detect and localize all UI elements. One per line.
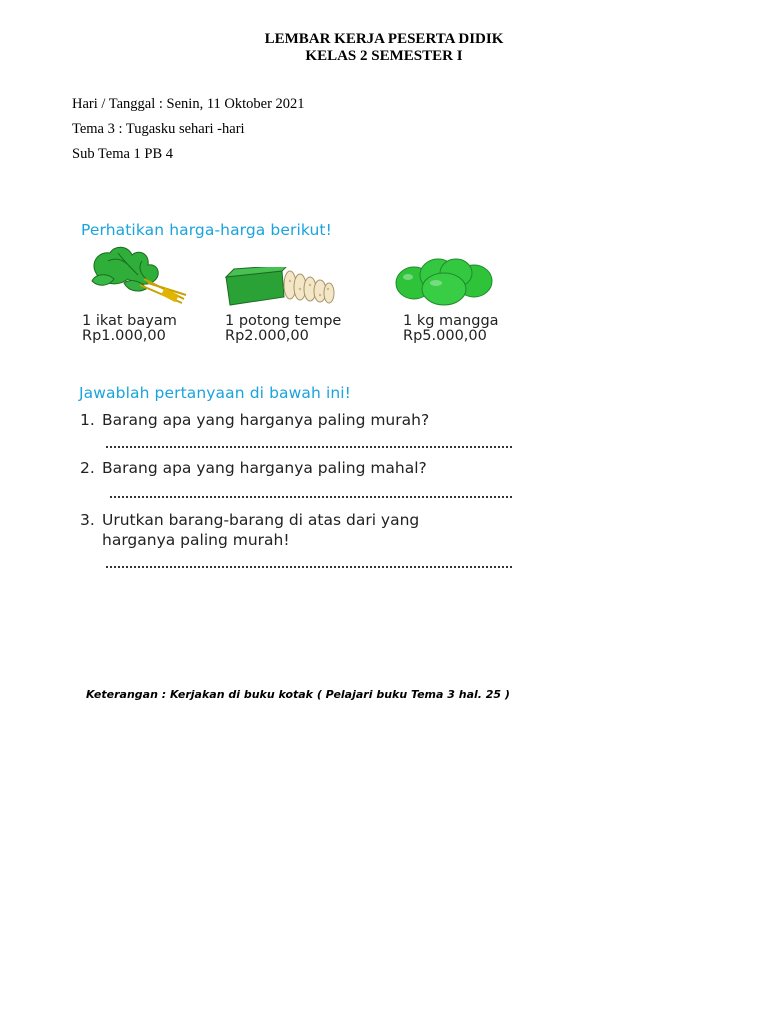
question-number: 3. (80, 511, 95, 529)
item-price-spinach: Rp1.000,00 (82, 328, 166, 344)
answer-line-1[interactable] (106, 446, 512, 448)
question-text: Barang apa yang harganya paling mahal? (102, 459, 427, 477)
item-price-tempeh: Rp2.000,00 (225, 328, 309, 344)
theme-line: Tema 3 : Tugasku sehari -hari (72, 121, 245, 137)
question-1 (80, 410, 429, 430)
item-name-tempeh: 1 potong tempe (225, 313, 342, 329)
worksheet-title-line2: KELAS 2 SEMESTER I (305, 48, 463, 64)
question-3 (80, 510, 419, 550)
instruction-note: Keterangan : Kerjakan di buku kotak ( Pelajari buku Tema 3 hal. 25 ) (86, 688, 510, 701)
item-name-mango: 1 kg mangga (403, 313, 499, 329)
question-number: 2. (80, 459, 95, 477)
question-number: 1. (80, 411, 95, 429)
question-text-continued: harganya paling murah! (102, 531, 290, 549)
item-price-mango: Rp5.000,00 (403, 328, 487, 344)
question-text: Barang apa yang harganya paling murah? (102, 411, 430, 429)
subtheme-line: Sub Tema 1 PB 4 (72, 146, 174, 162)
question-text: Urutkan barang-barang di atas dari yang (102, 511, 420, 529)
spinach-bundle-icon (88, 243, 194, 307)
tempeh-icon (224, 267, 336, 309)
date-line: Hari / Tanggal : Senin, 11 Oktober 2021 (72, 96, 305, 112)
answer-line-2[interactable] (110, 496, 512, 498)
item-name-spinach: 1 ikat bayam (82, 313, 177, 329)
questions-heading: Jawablah pertanyaan di bawah ini! (79, 384, 351, 402)
mangoes-icon (394, 255, 496, 307)
question-2 (80, 458, 427, 478)
answer-line-3[interactable] (106, 566, 512, 568)
prices-heading: Perhatikan harga-harga berikut! (81, 221, 332, 239)
worksheet-title-line1: LEMBAR KERJA PESERTA DIDIK (264, 31, 504, 47)
